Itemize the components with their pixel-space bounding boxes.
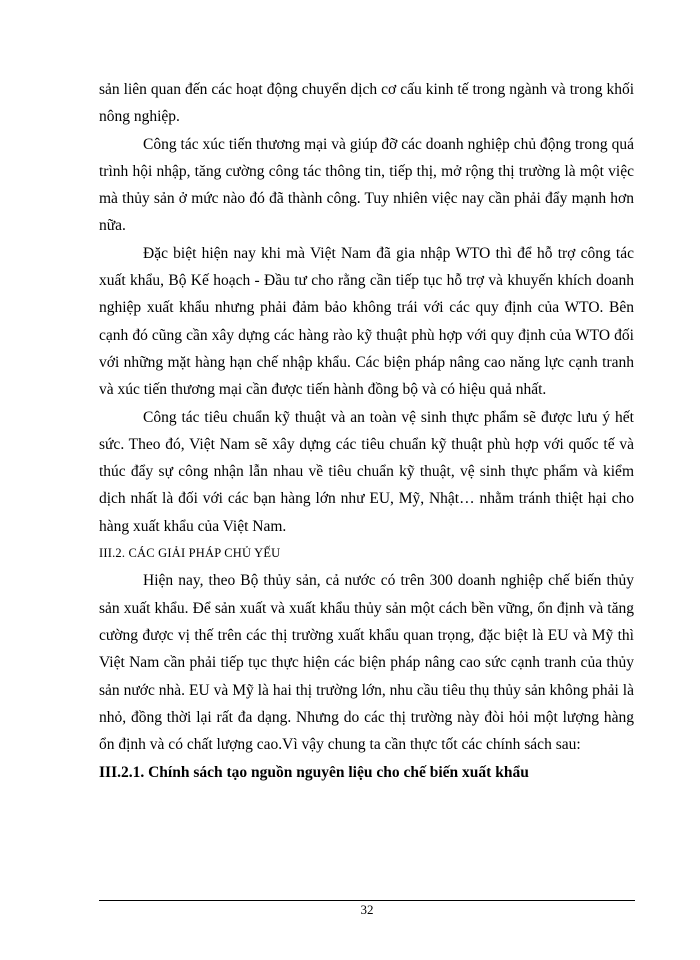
paragraph-trade-promotion: Công tác xúc tiến thương mại và giúp đỡ các doanh nghiệp chủ động trong quá trình hội nhập, tăng cường công tác thông tin, tiếp thị, mở rộng thị trường là một việc mà thủy sản ở mức nào đó đã thành công. Tuy nhiên việc nay cần phải đẩy mạnh hơn nữa. bbox=[99, 135, 634, 235]
paragraph-continuation: sản liên quan đến các hoạt động chuyển dịch cơ cấu kinh tế trong ngành và trong khối nông nghiệp. bbox=[99, 81, 634, 126]
page-number: 32 bbox=[360, 902, 374, 917]
paragraph-wto: Đặc biệt hiện nay khi mà Việt Nam đã gia nhập WTO thì để hỗ trợ công tác xuất khẩu, Bộ Kế hoạch - Đầu tư cho rằng cần tiếp tục hỗ trợ và khuyến khích doanh nghiệp xuất khẩu nhưng phải đảm bảo không trái với các quy định của WTO. Bên cạnh đó cũng cần xây dựng các hàng rào kỹ thuật phù hợp với quy định của WTO đối với những mặt hàng hạn chế nhập khẩu. Các biện pháp nâng cao năng lực cạnh tranh và xúc tiến thương mại cần được tiến hành đồng bộ và có hiệu quả nhất. bbox=[99, 244, 634, 399]
page-body bbox=[99, 76, 634, 788]
section-heading: III.2. CÁC GIẢI PHÁP CHỦ YẾU bbox=[99, 546, 281, 561]
paragraph-main-solutions: Hiện nay, theo Bộ thủy sản, cả nước có trên 300 doanh nghiệp chế biến thủy sản xuất khẩu. Để sản xuất và xuất khẩu thủy sản một cách bền vững, ổn định và tăng cường được vị thế trên các thị trường xuất khẩu quan trọng, đặc biệt là EU và Mỹ thì Việt Nam cần phải tiếp tục thực hiện các biện pháp nâng cao sức cạnh tranh của thủy sản nước nhà. EU và Mỹ là hai thị trường lớn, nhu cầu tiêu thụ thủy sản không phải là nhỏ, đồng thời lại rất đa dạng. Nhưng do các thị trường này đòi hỏi một lượng hàng ổn định và có chất lượng cao.Vì vậy chung ta cần thực tốt các chính sách sau: bbox=[99, 572, 634, 754]
subsection-heading: III.2.1. Chính sách tạo nguồn nguyên liệu cho chế biến xuất khẩu bbox=[99, 764, 529, 782]
footer-divider bbox=[99, 900, 635, 901]
paragraph-food-safety: Công tác tiêu chuẩn kỹ thuật và an toàn vệ sinh thực phẩm sẽ được lưu ý hết sức. Theo đó, Việt Nam sẽ xây dựng các tiêu chuẩn kỹ thuật phù hợp với quốc tế và thúc đẩy sự công nhận lẫn nhau về tiêu chuẩn kỹ thuật, vệ sinh thực phẩm và kiểm dịch nhất là đối với các bạn hàng lớn như EU, Mỹ, Nhật… nhằm tránh thiệt hại cho hàng xuất khẩu của Việt Nam. bbox=[99, 408, 634, 535]
